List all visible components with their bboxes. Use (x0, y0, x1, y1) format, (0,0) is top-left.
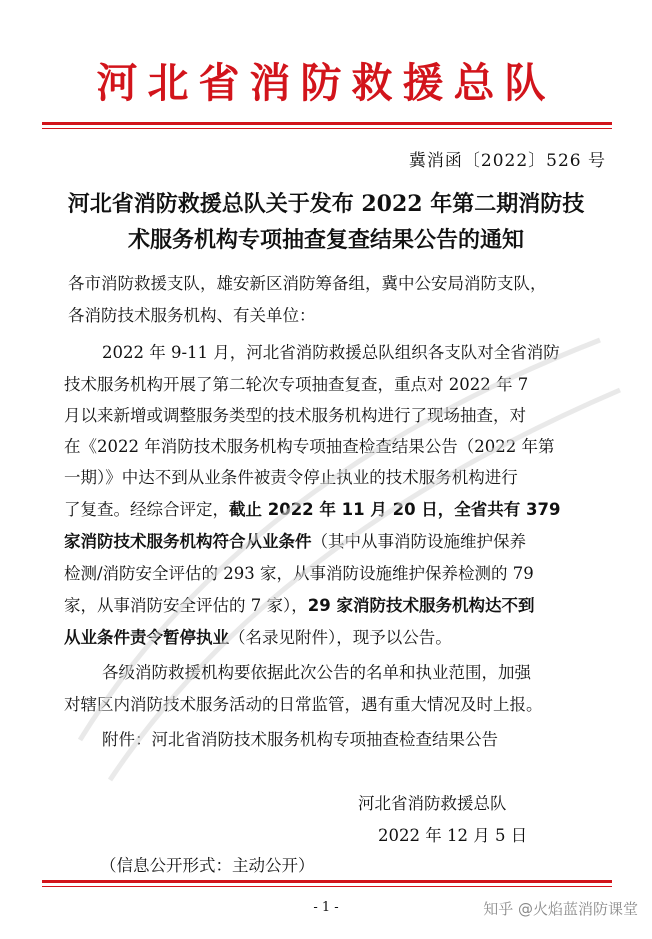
para1-line-7-bold: 家消防技术服务机构符合从业条件 (64, 532, 312, 551)
para2-line-1: 各级消防救援机构要依据此次公告的名单和执业范围，加强 (102, 663, 531, 682)
para1-line-3: 月以来新增或调整服务类型的技术服务机构进行了现场抽查，对 (64, 406, 526, 425)
para1-line-4: 在《2022 年消防技术服务机构专项抽查检查结果公告（2022 年第 (64, 437, 555, 456)
para1-line-2: 技术服务机构开展了第二轮次专项抽查复查，重点对 2022 年 7 (64, 375, 529, 394)
footer-rule-thin (42, 886, 612, 887)
para1-line-5: 一期）》中达不到从业条件被责令停止执业的技术服务机构进行 (64, 468, 518, 487)
addressee-line-1: 各市消防救援支队，雄安新区消防筹备组，冀中公安局消防支队， (68, 274, 547, 293)
red-header-org-name: 河北省消防救援总队 (96, 59, 556, 107)
signature-date: 2022 年 12 月 5 日 (378, 826, 528, 845)
para1-line-10 (64, 622, 612, 653)
document-title-line-1: 河北省消防救援总队关于发布 2022 年第二期消防技 (67, 191, 585, 217)
para1-line-7 (64, 526, 612, 557)
document-title-line-2: 术服务机构专项抽查复查结果公告的通知 (127, 227, 524, 253)
para1-line-10-bold: 从业条件责令暂停执业 (64, 628, 229, 647)
document-number: 冀消函〔2022〕526 号 (408, 151, 606, 171)
para1-line-6-normal: 了复查。经综合评定， (64, 500, 229, 519)
footer-rule-thick (42, 880, 612, 883)
disclosure-note: （信息公开形式：主动公开） (100, 856, 315, 875)
attachment-line: 附件：河北省消防技术服务机构专项抽查检查结果公告 (102, 730, 498, 749)
para1-line-8: 检测/消防安全评估的 293 家，从事消防设施维护保养检测的 79 (64, 564, 534, 583)
header-rule-thick (42, 122, 612, 125)
para1-line-6-bold: 截止 2022 年 11 月 20 日，全省共有 379 (229, 500, 561, 519)
para1-line-9-bold: 29 家消防技术服务机构达不到 (307, 596, 535, 615)
para2-line-2: 对辖区内消防技术服务活动的日常监管，遇有重大情况及时上报。 (64, 695, 543, 714)
para1-line-9-normal: 家，从事消防安全评估的 7 家）， (64, 596, 308, 615)
signature-org: 河北省消防救援总队 (358, 794, 507, 813)
page-number: - 1 - (313, 900, 339, 915)
addressee-line-2: 各消防技术服务机构、有关单位： (68, 306, 316, 325)
para1-line-7-normal: （其中从事消防设施维护保养 (311, 532, 526, 551)
para1-line-9 (64, 590, 612, 621)
zhihu-watermark: 知乎 @火焰蓝消防课堂 (483, 900, 638, 918)
header-rule-thin (42, 128, 612, 129)
para1-line-6 (64, 494, 612, 525)
para1-line-1: 2022 年 9-11 月，河北省消防救援总队组织各支队对全省消防 (102, 343, 560, 362)
para1-line-10-normal: （名录见附件），现予以公告。 (229, 628, 452, 647)
